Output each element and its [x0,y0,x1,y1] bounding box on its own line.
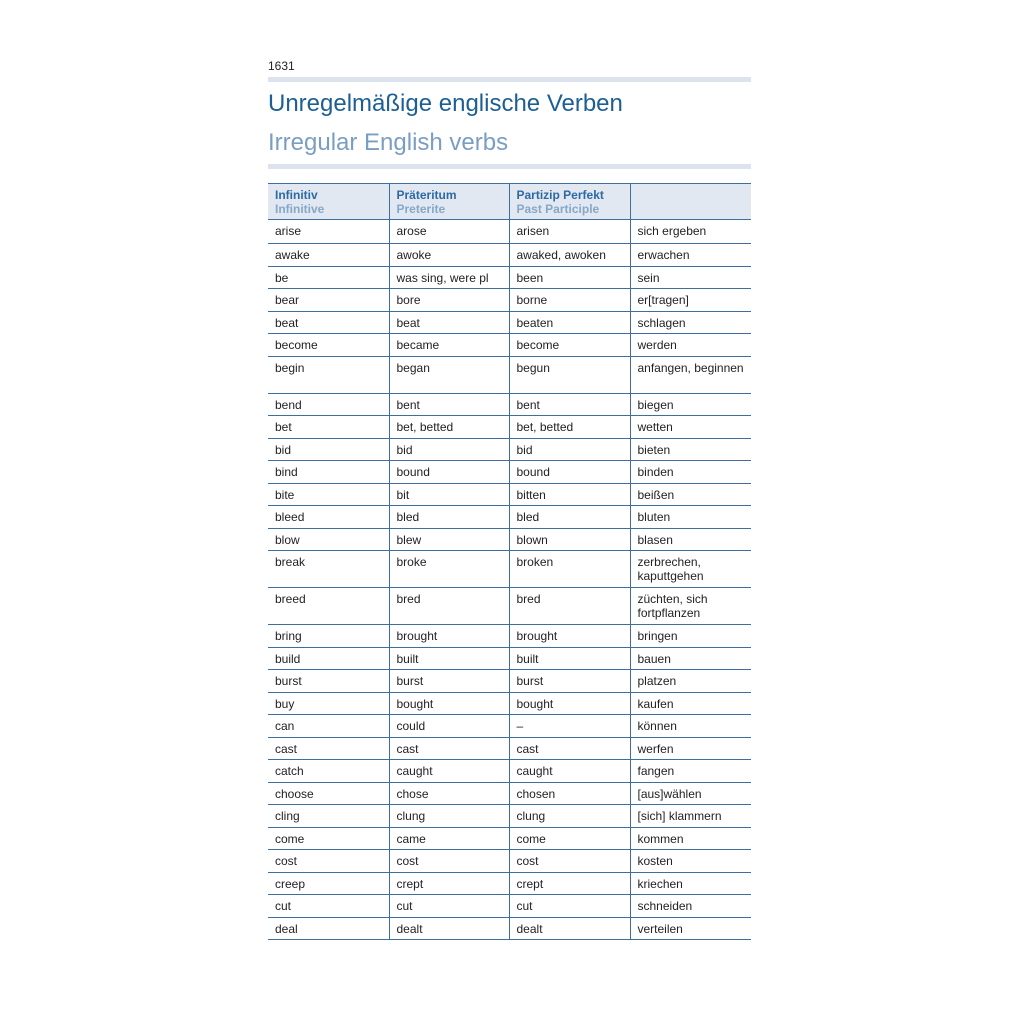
cell-past-participle: bet, betted [509,416,630,439]
cell-preterite: dealt [389,917,509,940]
cell-past-participle: built [509,647,630,670]
cell-preterite: cost [389,850,509,873]
cell-preterite: bred [389,588,509,625]
header-en: Past Participle [516,202,600,216]
header-en: Infinitive [275,202,325,216]
cell-preterite: chose [389,782,509,805]
table-row [268,805,751,828]
cell-preterite: cast [389,737,509,760]
cell-translation: [sich] klammern [630,805,751,828]
table-row [268,647,751,670]
verbs-table [268,183,751,940]
table-row [268,827,751,850]
table-row [268,334,751,357]
cell-past-participle: blown [509,528,630,551]
cell-infinitive: cut [268,895,389,918]
table-row [268,551,751,588]
title-english: Irregular English verbs [268,129,509,156]
cell-past-participle: borne [509,289,630,312]
cell-translation: bauen [630,647,751,670]
cell-past-participle: bound [509,461,630,484]
cell-translation: bluten [630,506,751,529]
cell-translation: erwachen [630,244,751,267]
table-row [268,220,751,244]
cell-past-participle: bitten [509,483,630,506]
cell-translation: platzen [630,670,751,693]
table-row [268,356,751,393]
table-row [268,737,751,760]
table-row [268,625,751,648]
cell-preterite: awoke [389,244,509,267]
cell-past-participle: begun [509,356,630,393]
cell-translation: verteilen [630,917,751,940]
cell-past-participle: cast [509,737,630,760]
cell-infinitive: beat [268,311,389,334]
cell-past-participle: crept [509,872,630,895]
table-row [268,670,751,693]
cell-past-participle: bid [509,438,630,461]
cell-past-participle: come [509,827,630,850]
cell-infinitive: cost [268,850,389,873]
title-rule [268,164,751,169]
cell-preterite: blew [389,528,509,551]
cell-infinitive: awake [268,244,389,267]
cell-preterite: beat [389,311,509,334]
cell-infinitive: bend [268,393,389,416]
cell-infinitive: can [268,715,389,738]
cell-past-participle: awaked, awoken [509,244,630,267]
cell-translation: fangen [630,760,751,783]
cell-infinitive: arise [268,220,389,244]
cell-translation: kosten [630,850,751,873]
cell-infinitive: bind [268,461,389,484]
cell-past-participle: been [509,266,630,289]
cell-infinitive: bleed [268,506,389,529]
cell-infinitive: cast [268,737,389,760]
cell-infinitive: blow [268,528,389,551]
cell-past-participle: burst [509,670,630,693]
cell-past-participle: chosen [509,782,630,805]
table-row [268,588,751,625]
cell-preterite: brought [389,625,509,648]
top-rule [268,77,751,82]
header-past-participle [509,184,630,220]
cell-translation: sich ergeben [630,220,751,244]
cell-past-participle: dealt [509,917,630,940]
cell-past-participle: beaten [509,311,630,334]
cell-translation: kommen [630,827,751,850]
cell-translation: züchten, sich fortpflanzen [630,588,751,625]
cell-infinitive: break [268,551,389,588]
cell-infinitive: begin [268,356,389,393]
cell-translation: werden [630,334,751,357]
cell-preterite: bet, betted [389,416,509,439]
cell-preterite: crept [389,872,509,895]
header-infinitive [268,184,389,220]
cell-past-participle: clung [509,805,630,828]
table-row [268,416,751,439]
table-row [268,506,751,529]
cell-infinitive: catch [268,760,389,783]
table-row [268,528,751,551]
cell-past-participle: caught [509,760,630,783]
table-row [268,692,751,715]
header-preterite [389,184,509,220]
cell-infinitive: bite [268,483,389,506]
cell-infinitive: bring [268,625,389,648]
cell-preterite: bent [389,393,509,416]
cell-infinitive: be [268,266,389,289]
table-body [268,220,751,940]
cell-infinitive: breed [268,588,389,625]
table-row [268,895,751,918]
cell-past-participle: cost [509,850,630,873]
cell-translation: bringen [630,625,751,648]
cell-translation: binden [630,461,751,484]
cell-infinitive: choose [268,782,389,805]
cell-preterite: built [389,647,509,670]
cell-translation: sein [630,266,751,289]
cell-preterite: clung [389,805,509,828]
cell-translation: [aus]wählen [630,782,751,805]
table-row [268,483,751,506]
cell-preterite: bought [389,692,509,715]
cell-past-participle: cut [509,895,630,918]
cell-preterite: bore [389,289,509,312]
cell-infinitive: burst [268,670,389,693]
table-row [268,917,751,940]
cell-preterite: cut [389,895,509,918]
cell-translation: biegen [630,393,751,416]
cell-preterite: bled [389,506,509,529]
table-row [268,438,751,461]
cell-infinitive: cling [268,805,389,828]
cell-preterite: caught [389,760,509,783]
cell-preterite: bound [389,461,509,484]
table-header-row [268,184,751,220]
header-de: Partizip Perfekt [516,188,604,202]
cell-infinitive: bear [268,289,389,312]
cell-translation: wetten [630,416,751,439]
cell-past-participle: arisen [509,220,630,244]
cell-translation: er[tragen] [630,289,751,312]
table-row [268,393,751,416]
table-row [268,715,751,738]
table-row [268,782,751,805]
cell-translation: können [630,715,751,738]
cell-preterite: arose [389,220,509,244]
cell-past-participle: bent [509,393,630,416]
table-row [268,760,751,783]
header-de: Präteritum [396,188,457,202]
cell-preterite: became [389,334,509,357]
cell-translation: bieten [630,438,751,461]
cell-preterite: could [389,715,509,738]
cell-preterite: broke [389,551,509,588]
table-row [268,850,751,873]
cell-past-participle: brought [509,625,630,648]
header-en: Preterite [396,202,446,216]
header-translation [630,184,751,220]
cell-infinitive: bet [268,416,389,439]
cell-translation: blasen [630,528,751,551]
table-row [268,311,751,334]
page-number: 1631 [268,59,295,73]
cell-past-participle: – [509,715,630,738]
cell-preterite: came [389,827,509,850]
cell-past-participle: become [509,334,630,357]
cell-translation: schlagen [630,311,751,334]
cell-past-participle: bred [509,588,630,625]
table-row [268,461,751,484]
cell-infinitive: build [268,647,389,670]
cell-infinitive: buy [268,692,389,715]
cell-translation: beißen [630,483,751,506]
cell-preterite: bid [389,438,509,461]
title-german: Unregelmäßige englische Verben [268,90,623,117]
table-row [268,244,751,267]
cell-infinitive: bid [268,438,389,461]
cell-infinitive: creep [268,872,389,895]
cell-translation: anfangen, beginnen [630,356,751,393]
cell-preterite: was sing, were pl [389,266,509,289]
table-row [268,289,751,312]
cell-translation: kriechen [630,872,751,895]
header-de: Infinitiv [275,188,318,202]
cell-translation: kaufen [630,692,751,715]
cell-infinitive: deal [268,917,389,940]
cell-infinitive: become [268,334,389,357]
cell-infinitive: come [268,827,389,850]
cell-past-participle: bought [509,692,630,715]
cell-past-participle: broken [509,551,630,588]
cell-past-participle: bled [509,506,630,529]
cell-preterite: burst [389,670,509,693]
cell-preterite: bit [389,483,509,506]
cell-preterite: began [389,356,509,393]
cell-translation: zerbrechen, kaputtgehen [630,551,751,588]
table-row [268,872,751,895]
cell-translation: schneiden [630,895,751,918]
table-row [268,266,751,289]
cell-translation: werfen [630,737,751,760]
